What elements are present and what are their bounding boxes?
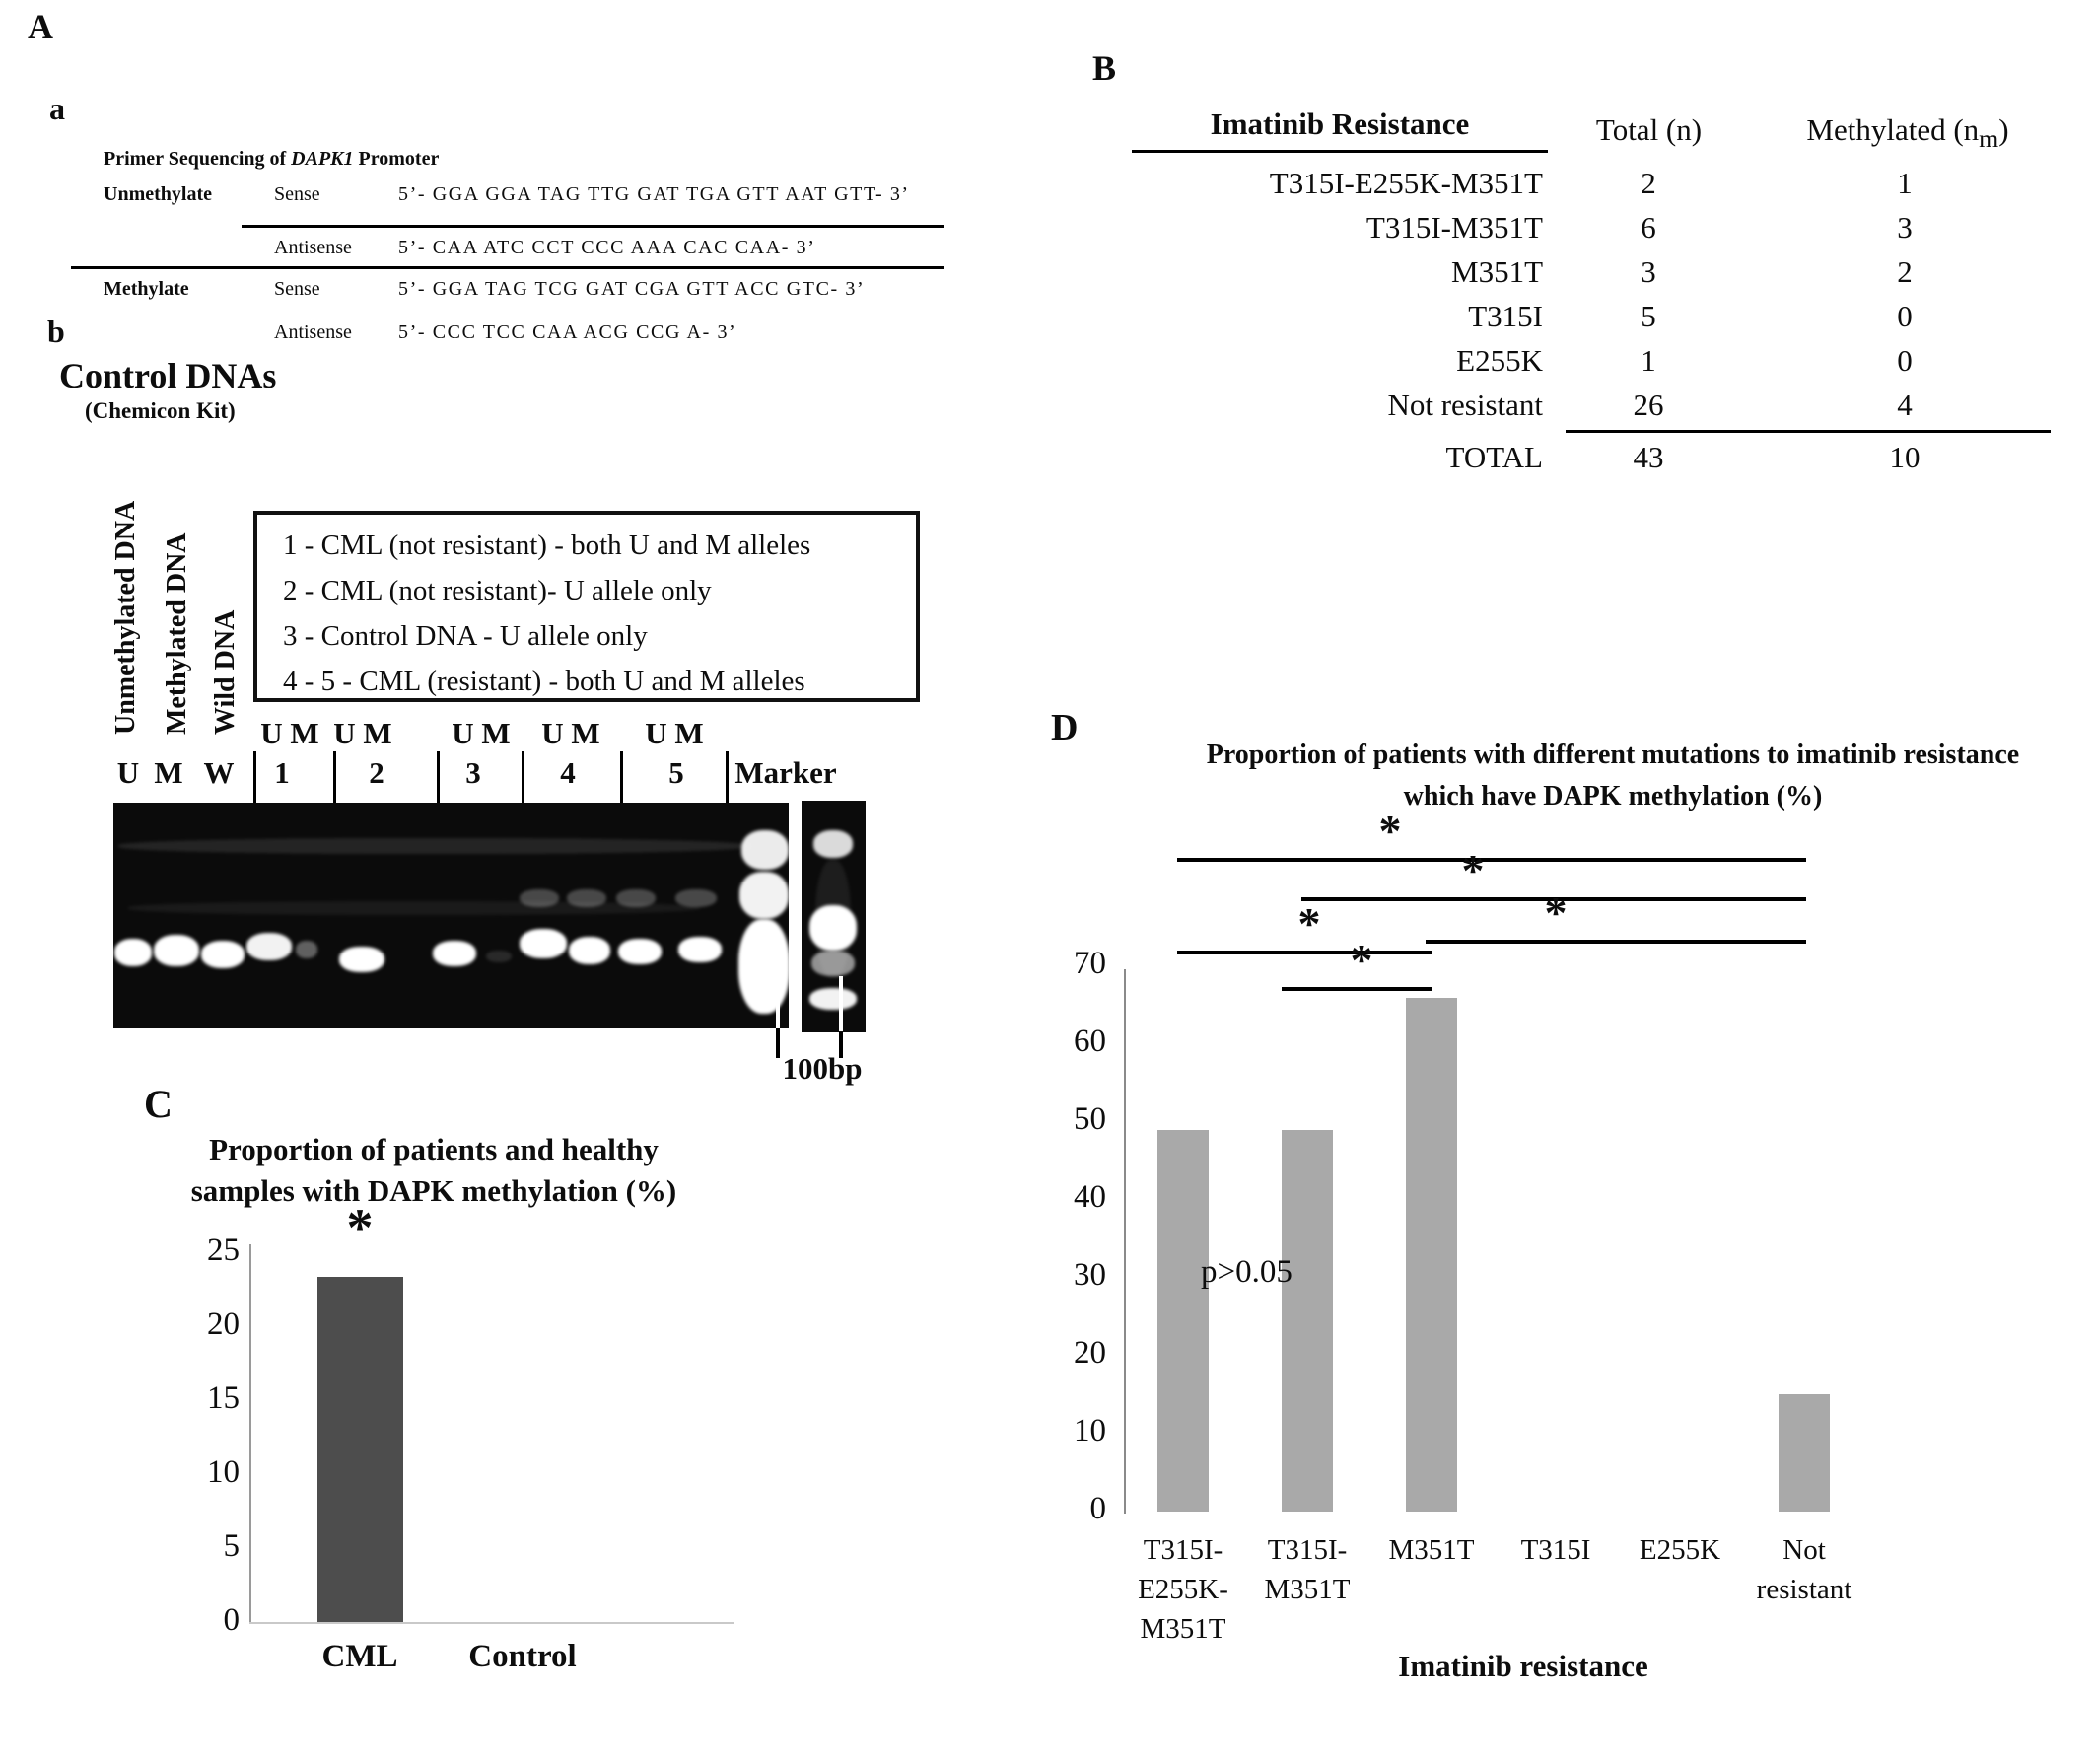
lane-label-unmethylated-dna: Unmethylated DNA	[110, 500, 141, 735]
gel-band	[675, 889, 717, 907]
marker-size-label: 100bp	[782, 1051, 863, 1086]
gel-band	[567, 889, 606, 907]
lane-number-5: 5	[668, 755, 684, 790]
primer-row-sequence: 5’- GGA GGA TAG TTG GAT TGA GTT AAT GTT- 3’	[398, 183, 910, 205]
lane-number-2: 2	[369, 755, 384, 790]
lane-label-wild-dna: Wild DNA	[210, 609, 241, 735]
primer-row-sequence: 5’- CAA ATC CCT CCC AAA CAC CAA- 3’	[398, 237, 816, 258]
primer-row-strand: Sense	[274, 278, 320, 300]
panel-label-A: A	[28, 7, 53, 46]
chart-d-title-line1: Proportion of patients with different mutations to imatinib resistance	[1206, 740, 2020, 770]
chart-d-category-label: T315I-	[1143, 1534, 1223, 1566]
primer-title-prefix: Primer Sequencing of	[104, 148, 292, 170]
primer-table-rule-partial	[242, 225, 944, 228]
chart-d-significance-star: *	[1544, 887, 1568, 938]
chart-c-ytick-label: 25	[207, 1233, 240, 1268]
resistance-row-methylated: 2	[1897, 254, 1913, 289]
legend-line-3: 3 - Control DNA - U allele only	[283, 620, 648, 652]
gel-band	[809, 988, 857, 1010]
chart-d-ytick-label: 60	[1074, 1023, 1106, 1059]
chart-d-significance-star: *	[1378, 806, 1402, 856]
chart-d-significance-star: *	[1350, 935, 1373, 985]
gel-band	[114, 939, 152, 966]
chart-d-ytick-label: 30	[1074, 1257, 1106, 1293]
panel-label-B: B	[1092, 48, 1117, 88]
primer-title-gene: DAPK1	[291, 148, 354, 170]
resistance-row-mutation: E255K	[1456, 343, 1543, 378]
chart-d-category-label: M351T	[1140, 1613, 1226, 1645]
chart-c-ytick-label: 15	[207, 1380, 240, 1416]
chart-c-bar	[317, 1277, 403, 1622]
panel-label-D: D	[1051, 707, 1079, 748]
chart-d-significance-line	[1177, 951, 1432, 954]
chart-c-category-label: Control	[468, 1639, 577, 1674]
resistance-row-total: 26	[1633, 388, 1664, 422]
resistance-row-mutation: T315I-E255K-M351T	[1269, 166, 1543, 200]
lane-number-3: 3	[465, 755, 481, 790]
chart-d-yaxis-line	[1124, 969, 1126, 1514]
chart-c-ytick-label: 10	[207, 1454, 240, 1490]
methylated-header-close: )	[1998, 112, 2009, 147]
gel-band	[618, 939, 662, 964]
chart-d-category-label: M351T	[1264, 1574, 1351, 1605]
gel-band	[486, 951, 512, 962]
chart-c-category-label: CML	[321, 1639, 398, 1674]
gel-band	[520, 929, 567, 958]
resistance-row-total: 3	[1641, 254, 1656, 289]
lane-letter-M: M	[154, 755, 183, 790]
gel-band	[738, 919, 790, 1014]
primer-row-strand: Sense	[274, 183, 320, 205]
marker-tick-white-main	[776, 986, 780, 1028]
resistance-total-rule	[1566, 430, 2051, 433]
gel-band	[520, 889, 559, 907]
resistance-row-total: 5	[1641, 299, 1656, 333]
primer-row-sequence: 5’- CCC TCC CAA ACG CCG A- 3’	[398, 321, 737, 343]
primer-title-suffix: Promoter	[353, 148, 440, 170]
gel-band	[569, 937, 610, 964]
chart-d-bar	[1779, 1394, 1830, 1512]
gel-legend-box	[253, 511, 920, 702]
methylated-header-text: Methylated (n	[1806, 112, 1980, 147]
panel-label-C: C	[144, 1082, 173, 1126]
gel-image-main	[113, 803, 789, 1028]
pair-header-5: U M	[645, 716, 704, 750]
chart-d-bar	[1157, 1130, 1209, 1512]
control-dnas-subtitle: (Chemicon Kit)	[85, 398, 236, 423]
chart-d-p-annotation: p>0.05	[1201, 1254, 1293, 1290]
primer-row-strand: Antisense	[274, 237, 352, 258]
gel-band	[616, 889, 656, 907]
resistance-row-mutation: T315I-M351T	[1365, 210, 1543, 245]
chart-d-bar	[1282, 1130, 1333, 1512]
resistance-total-label: TOTAL	[1445, 440, 1543, 474]
resistance-row-mutation: T315I	[1468, 299, 1543, 333]
legend-line-2: 2 - CML (not resistant)- U allele only	[283, 575, 712, 606]
pair-header-3: U M	[452, 716, 511, 750]
resistance-row-total: 1	[1641, 343, 1656, 378]
lane-number-1: 1	[274, 755, 290, 790]
primer-table-title	[104, 148, 439, 171]
chart-c-baseline	[249, 1622, 734, 1624]
chart-d-ytick-label: 20	[1074, 1335, 1106, 1371]
primer-row-group: Methylate	[104, 278, 189, 300]
chart-d-ytick-label: 50	[1074, 1101, 1106, 1137]
pair-header-4: U M	[541, 716, 600, 750]
primer-row-sequence: 5’- GGA TAG TCG GAT CGA GTT ACC GTC- 3’	[398, 278, 866, 300]
chart-d-significance-line	[1282, 987, 1432, 991]
gel-band	[246, 933, 292, 960]
gel-band	[813, 830, 853, 858]
resistance-header-rule	[1132, 150, 1548, 153]
chart-d-category-label: E255K-	[1138, 1574, 1228, 1605]
chart-d-ytick-label: 70	[1074, 946, 1106, 981]
chart-d-ytick-label: 10	[1074, 1413, 1106, 1448]
primer-table-rule-full	[71, 266, 944, 269]
resistance-header-methylated	[1775, 112, 2041, 154]
lane-label-marker: Marker	[734, 755, 837, 790]
chart-c-ytick-label: 0	[223, 1602, 240, 1638]
panel-label-b: b	[47, 314, 65, 349]
gel-band	[154, 935, 199, 966]
chart-d-ytick-label: 0	[1089, 1491, 1106, 1526]
chart-c-title-line1: Proportion of patients and healthy	[209, 1132, 659, 1166]
chart-d-category-label: T315I	[1520, 1534, 1591, 1566]
chart-d-title-line2: which have DAPK methylation (%)	[1403, 781, 1823, 811]
control-dnas-title: Control DNAs	[59, 356, 277, 395]
chart-d-significance-star: *	[1461, 845, 1485, 895]
resistance-total-n: 43	[1633, 440, 1664, 474]
resistance-header-mutation: Imatinib Resistance	[1210, 106, 1470, 141]
resistance-header-total: Total (n)	[1595, 112, 1703, 147]
panel-label-a: a	[49, 91, 65, 126]
legend-line-4: 4 - 5 - CML (resistant) - both U and M alleles	[283, 666, 805, 697]
chart-d-ytick-label: 40	[1074, 1179, 1106, 1215]
chart-d-bar	[1406, 998, 1457, 1512]
chart-d-significance-line	[1426, 940, 1806, 944]
lane-letter-W: W	[203, 755, 235, 790]
resistance-row-methylated: 1	[1897, 166, 1913, 200]
marker-tick-white-strip	[839, 976, 843, 1031]
chart-d-category-label: E255K	[1639, 1534, 1721, 1566]
chart-c-significance-star: *	[346, 1198, 374, 1257]
lane-number-4: 4	[560, 755, 576, 790]
gel-image-marker-strip	[802, 801, 866, 1032]
resistance-row-mutation: Not resistant	[1387, 388, 1543, 422]
gel-band	[118, 838, 749, 854]
pair-header-2: U M	[333, 716, 392, 750]
lane-label-methylated-dna: Methylated DNA	[162, 532, 192, 735]
resistance-total-nm: 10	[1889, 440, 1921, 474]
chart-d-significance-star: *	[1297, 898, 1321, 949]
resistance-row-total: 2	[1641, 166, 1656, 200]
chart-d-category-label: Not	[1782, 1534, 1826, 1566]
primer-row-group: Unmethylate	[104, 183, 212, 205]
pair-header-1: U M	[260, 716, 319, 750]
chart-c-yaxis-line	[249, 1244, 251, 1624]
gel-band	[739, 872, 789, 919]
chart-c-ytick-label: 20	[207, 1306, 240, 1342]
chart-d-xaxis-title: Imatinib resistance	[1398, 1649, 1648, 1683]
chart-d-category-label: resistant	[1756, 1574, 1852, 1605]
resistance-row-methylated: 0	[1897, 299, 1913, 333]
gel-band	[201, 941, 245, 968]
resistance-row-total: 6	[1641, 210, 1656, 245]
resistance-row-methylated: 4	[1897, 388, 1913, 422]
chart-d-category-label: M351T	[1388, 1534, 1475, 1566]
gel-band	[128, 901, 700, 915]
resistance-row-methylated: 0	[1897, 343, 1913, 378]
primer-row-strand: Antisense	[274, 321, 352, 343]
methylated-header-sub: m	[1979, 124, 1999, 154]
gel-band	[815, 860, 851, 978]
chart-c-ytick-label: 5	[223, 1528, 240, 1564]
chart-c-title-line2: samples with DAPK methylation (%)	[190, 1173, 677, 1208]
gel-band	[741, 830, 789, 870]
lane-letter-U: U	[116, 755, 140, 790]
chart-d-category-label: T315I-	[1267, 1534, 1348, 1566]
gel-band	[296, 941, 317, 958]
gel-band	[678, 937, 722, 962]
resistance-row-methylated: 3	[1897, 210, 1913, 245]
gel-band	[433, 941, 476, 966]
resistance-row-mutation: M351T	[1451, 254, 1543, 289]
legend-line-1: 1 - CML (not resistant) - both U and M alleles	[283, 529, 811, 561]
gel-band	[339, 947, 384, 972]
